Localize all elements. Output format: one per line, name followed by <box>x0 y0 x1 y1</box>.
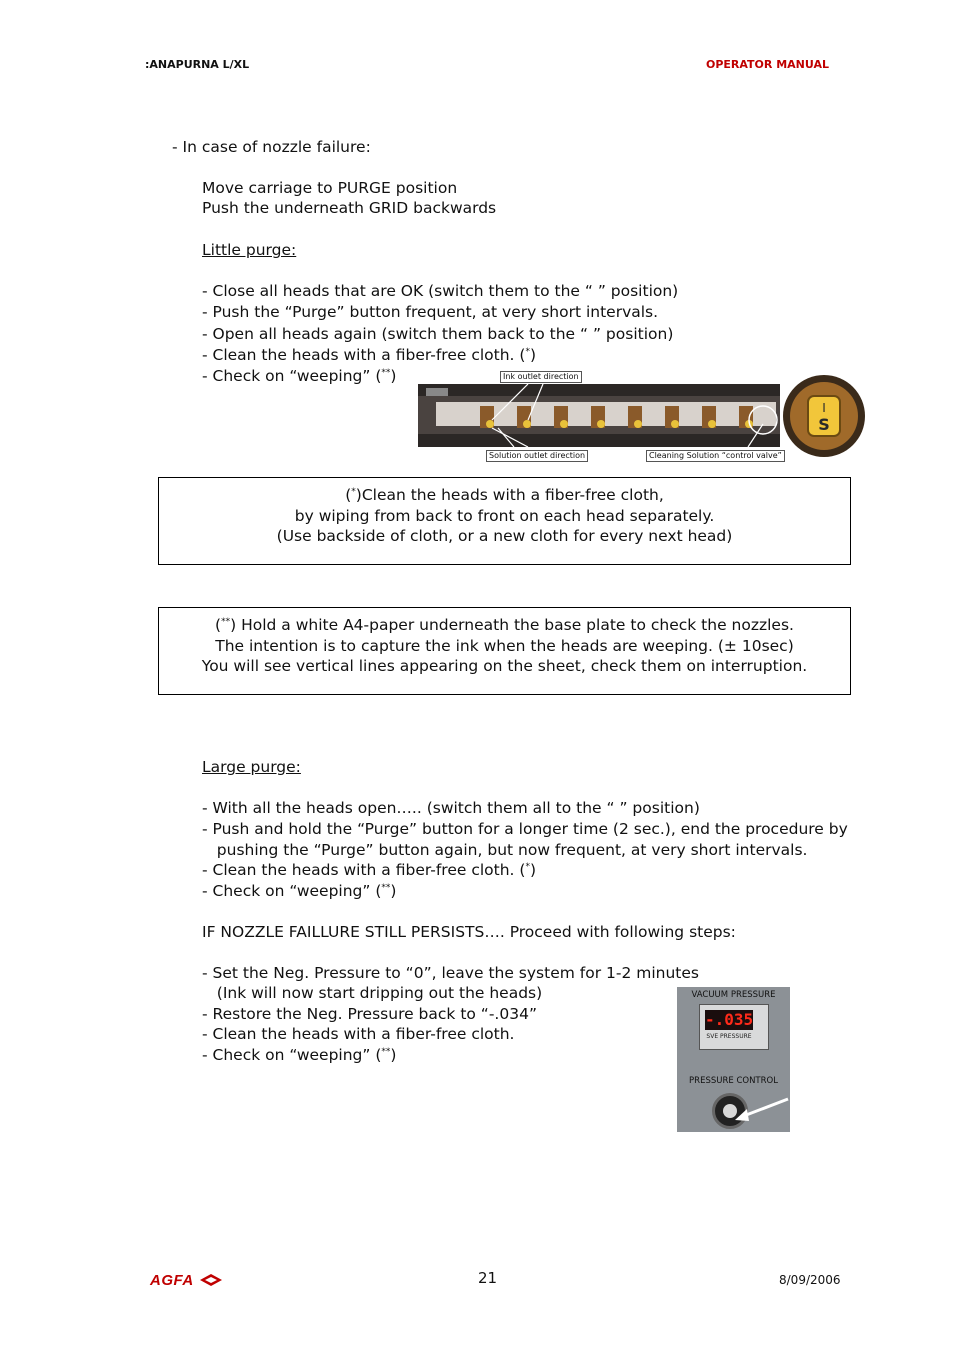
large-purge-step-4: - Check on “weeping” (**) <box>202 882 397 900</box>
persists-heading: IF NOZZLE FAILLURE STILL PERSISTS…. Proceed with following steps: <box>202 923 736 941</box>
arrow-icon <box>733 1095 790 1125</box>
agfa-rhombus-icon <box>199 1273 223 1287</box>
large-purge-step-3: - Clean the heads with a fiber-free cloth. (*) <box>202 861 537 879</box>
final-step-4: - Check on “weeping” (**) <box>202 1046 397 1064</box>
prep-step-1: Move carriage to PURGE position <box>202 179 458 197</box>
vacuum-pressure-label: VACUUM PRESSURE <box>691 990 776 1000</box>
pressure-control-label: PRESSURE CONTROL <box>689 1076 778 1086</box>
svg-text:I: I <box>822 401 826 415</box>
large-purge-step-2-cont: pushing the “Purge” button again, but now frequent, at very short intervals. <box>202 841 808 859</box>
doc-date: 8/09/2006 <box>779 1273 841 1287</box>
agfa-logo: AGFA <box>150 1270 230 1292</box>
little-purge-title: Little purge: <box>202 241 297 259</box>
final-step-2: - Restore the Neg. Pressure back to “-.034” <box>202 1005 537 1023</box>
intro-text: - In case of nozzle failure: <box>172 138 371 156</box>
final-step-1: - Set the Neg. Pressure to “0”, leave the system for 1-2 minutes <box>202 964 699 982</box>
note-weeping-line-2: The intention is to capture the ink when the heads are weeping. (± 10sec) <box>215 636 794 655</box>
note-weeping-line-3: You will see vertical lines appearing on the sheet, check them on interruption. <box>201 657 808 675</box>
final-step-3: - Clean the heads with a fiber-free cloth. <box>202 1025 515 1043</box>
little-purge-step-1: - Close all heads that are OK (switch them to the “ ” position) <box>202 282 679 300</box>
svg-text:S: S <box>818 415 830 434</box>
little-purge-step-5: - Check on “weeping” (**) <box>202 367 397 385</box>
cleaning-valve-callout: Cleaning Solution “control valve” <box>646 450 785 462</box>
pressure-readout: -.035 <box>705 1010 754 1029</box>
note-cleaning-line-2: by wiping from back to front on each head separately. <box>294 506 715 525</box>
large-purge-step-2: - Push and hold the “Purge” button for a longer time (2 sec.), end the procedure by <box>202 820 848 838</box>
little-purge-step-2: - Push the “Purge” button frequent, at very short intervals. <box>202 303 659 321</box>
page-number: 21 <box>478 1269 498 1287</box>
valve-closeup-photo <box>782 374 866 458</box>
print-heads-photo <box>418 384 780 447</box>
little-purge-step-4: - Clean the heads with a fiber-free cloth. (*) <box>202 346 537 364</box>
note-cleaning-line-3: (Use backside of cloth, or a new cloth for every next head) <box>276 527 733 545</box>
solution-outlet-callout: Solution outlet direction <box>486 450 588 462</box>
sve-pressure-label: SVE PRESSURE <box>706 1033 752 1040</box>
final-step-1-note: (Ink will now start dripping out the heads) <box>202 984 543 1002</box>
large-purge-title: Large purge: <box>202 758 301 776</box>
note-cleaning-box <box>158 477 851 565</box>
pressure-panel-photo <box>677 987 790 1132</box>
note-cleaning-line-1: (*)Clean the heads with a fiber-free cloth, <box>345 486 664 504</box>
prep-step-2: Push the underneath GRID backwards <box>202 199 497 217</box>
ink-outlet-callout: Ink outlet direction <box>500 371 582 383</box>
pressure-display <box>699 1004 769 1050</box>
note-weeping-box <box>158 607 851 695</box>
little-purge-step-3: - Open all heads again (switch them back to the “ ” position) <box>202 325 674 343</box>
header-manual-label: OPERATOR MANUAL <box>706 58 829 71</box>
large-purge-step-1: - With all the heads open….. (switch them all to the “ ” position) <box>202 799 700 817</box>
header-doc-title: :ANAPURNA L/XL <box>145 58 250 71</box>
note-weeping-line-1: (**) Hold a white A4-paper underneath the base plate to check the nozzles. <box>215 616 794 634</box>
